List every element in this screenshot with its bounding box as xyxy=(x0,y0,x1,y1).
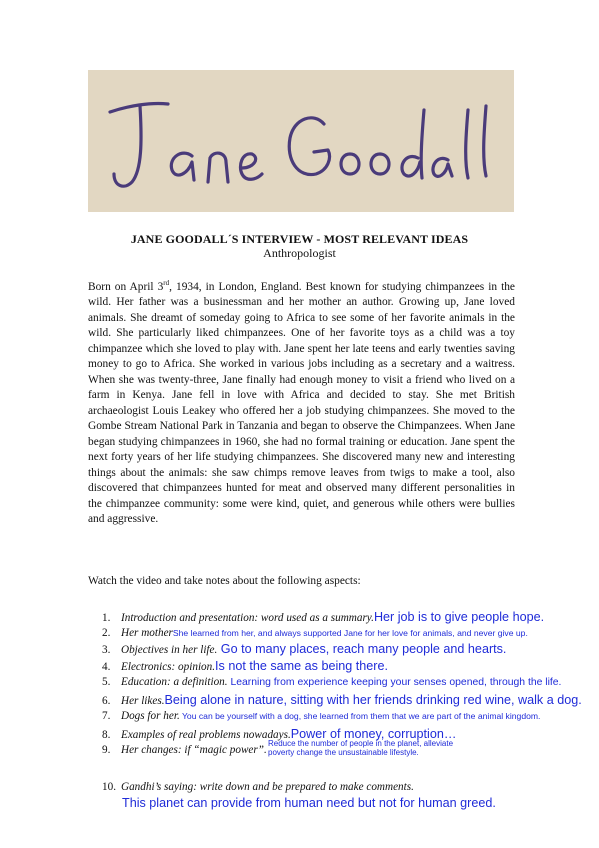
bio-part-2: , 1934, in London, England. Best known for studying chimpanzees in the wild. Her father was a businessman and her mother an author. Growing up, Jane loved animals. She dreamt of someday going to Africa to see some of her favorite animals in the wild. She particularly liked chimpanzees. One of her favorite toys as a child was a toy chimpanzee which she loved to play with. Jane spent her late teens and early twenties saving money to go to Africa. She worked in various jobs including as a secretary and a waitress. When she was twenty-three, Jane finally had enough money to visit a friend who lived on a farm in Kenya. Jane fell in love with Africa and decided to stay. She met British archaeologist Louis Leakey who offered her a job studying chimpanzees. She moved to the Gombe Stream National Park in Tanzania and began to observe the Chimpanzees. When Jane began studying chimpanzees in 1960, she had no formal training or education. Jane spent the next forty years of her life studying chimpanzees. She discovered many new and interesting things about the animals: she saw chimps remove leaves from twigs to make a tool, also discovered that chimpanzees hunted for meat and observed many different personalities in the chimpanzee community: some were kind, quiet, and generous while others were bullies and aggressive. xyxy=(88,280,515,526)
question-number: 10. xyxy=(102,781,116,793)
question-number: 1. xyxy=(102,612,111,624)
question-prompt: Education: a definition. xyxy=(121,676,228,688)
answer-text: Learning from experience keeping your senses opened, through the life. xyxy=(227,677,562,688)
answer-text: Her job is to give people hope. xyxy=(373,610,545,624)
question-number: 4. xyxy=(102,661,111,673)
document-title: JANE GOODALL´S INTERVIEW - MOST RELEVANT IDEAS xyxy=(130,232,469,246)
question-number: 8. xyxy=(102,729,111,741)
question-number: 3. xyxy=(102,644,111,656)
question-prompt: Her likes. xyxy=(121,695,165,707)
bio-part-1: Born on April 3 xyxy=(88,280,164,293)
signature-banner xyxy=(88,70,514,212)
signature-image xyxy=(88,70,514,212)
instructions: Watch the video and take notes about the following aspects: xyxy=(88,575,361,587)
question-prompt: Dogs for her. xyxy=(121,710,180,722)
question-prompt: Her changes: if “magic power”. xyxy=(121,744,267,756)
answer-line-2: poverty change the unsustainable lifestyle. xyxy=(268,748,419,757)
question-number: 5. xyxy=(102,676,111,688)
question-3 xyxy=(102,642,506,656)
answer-text: Being alone in nature, sitting with her friends drinking red wine, walk a dog. xyxy=(164,693,582,707)
question-number: 9. xyxy=(102,744,111,756)
question-4 xyxy=(102,659,388,673)
answer-text: You can be yourself with a dog, she learned from them that we are part of the animal kingdom. xyxy=(179,711,541,721)
answer-9 xyxy=(268,739,453,757)
question-number: 6. xyxy=(102,695,111,707)
answer-text: Go to many places, reach many people and hearts. xyxy=(217,642,507,656)
question-7 xyxy=(102,710,540,722)
question-number: 2. xyxy=(102,627,111,639)
question-prompt: Examples of real problems nowadays. xyxy=(121,729,291,741)
answer-text: She learned from her, and always supported Jane for her love for animals, and never give up. xyxy=(172,628,528,638)
biography-paragraph xyxy=(88,276,515,528)
question-prompt: Electronics: opinion. xyxy=(121,661,216,673)
question-number: 7. xyxy=(102,710,111,722)
question-10 xyxy=(102,781,414,793)
question-6 xyxy=(102,693,582,707)
document-subtitle: Anthropologist xyxy=(263,246,336,260)
answer-line-1: Reduce the number of people in the planet, alleviate xyxy=(268,739,454,748)
question-5 xyxy=(102,676,561,688)
answer-text: Power of money, corruption… xyxy=(290,727,457,741)
question-prompt: Her mother xyxy=(121,627,173,639)
answer-10: This planet can provide from human need but not for human greed. xyxy=(122,796,496,810)
question-9 xyxy=(102,744,267,756)
question-prompt: Gandhi’s saying: write down and be prepared to make comments. xyxy=(121,781,414,793)
bio-ordinal-suffix: rd xyxy=(163,279,170,287)
question-prompt: Objectives in her life. xyxy=(121,644,218,656)
answer-text: Is not the same as being there. xyxy=(215,659,388,673)
question-2 xyxy=(102,627,528,639)
question-prompt: Introduction and presentation: word used as a summary. xyxy=(121,612,374,624)
question-1 xyxy=(102,610,544,624)
